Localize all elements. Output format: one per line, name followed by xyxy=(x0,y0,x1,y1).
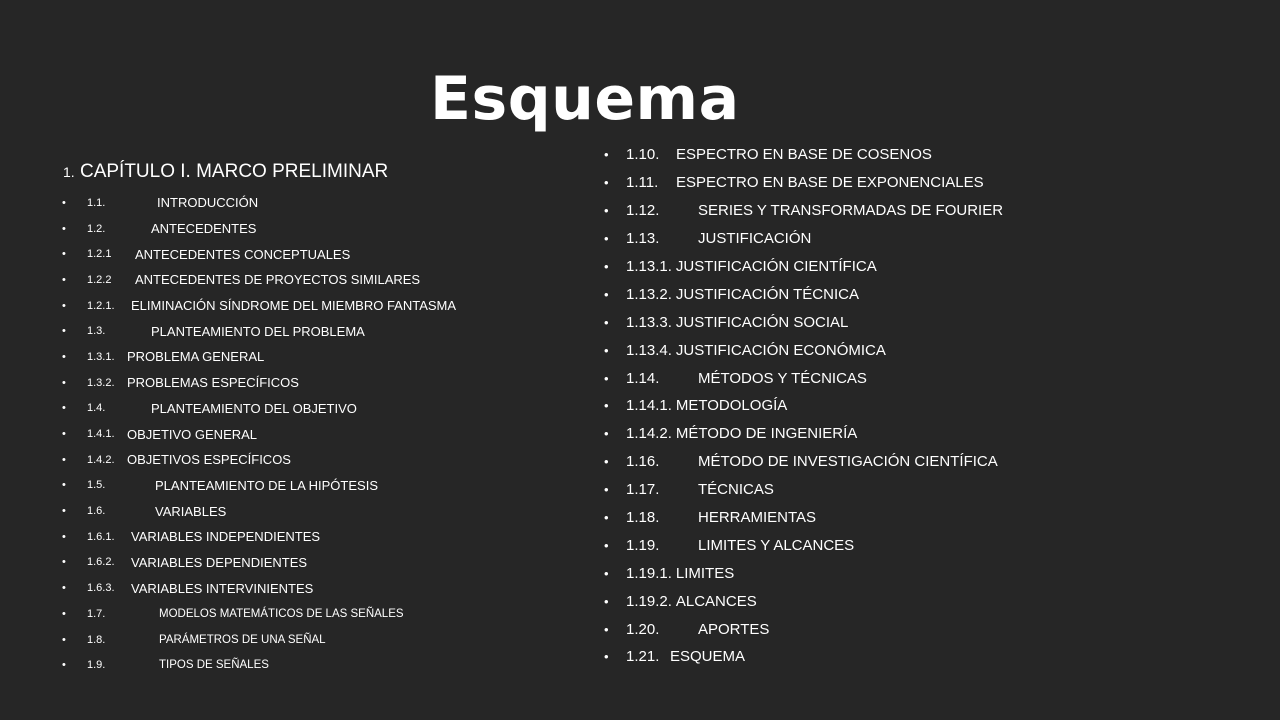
outline-item xyxy=(62,396,456,422)
outline-item xyxy=(604,420,1003,448)
outline-item-number: 1.19.2. xyxy=(626,592,672,610)
outline-item xyxy=(62,370,456,396)
chapter-heading xyxy=(63,161,388,183)
outline-item xyxy=(604,531,1003,559)
outline-item-number: 1.4.1. xyxy=(87,428,115,441)
bullet-icon: • xyxy=(62,453,66,466)
outline-item-number: 1.3.2. xyxy=(87,376,115,389)
bullet-icon: • xyxy=(604,454,609,470)
outline-item-number: 1.13. xyxy=(626,230,660,248)
outline-item-label: APORTES xyxy=(698,620,770,638)
bullet-icon: • xyxy=(62,402,66,415)
right-outline-list xyxy=(604,141,1003,671)
bullet-icon: • xyxy=(62,248,66,261)
outline-item-number: 1.19.1. xyxy=(626,564,672,582)
outline-item-label: VARIABLES INDEPENDIENTES xyxy=(131,529,321,545)
outline-item-label: SERIES Y TRANSFORMADAS DE FOURIER xyxy=(698,202,1004,220)
outline-item-number: 1.17. xyxy=(626,481,660,499)
outline-item xyxy=(62,524,456,550)
outline-item xyxy=(62,190,456,216)
outline-item xyxy=(62,473,456,499)
outline-item-number: 1.10. xyxy=(626,146,660,164)
bullet-icon: • xyxy=(62,607,66,620)
outline-item-label: ANTECEDENTES CONCEPTUALES xyxy=(135,246,351,262)
outline-item xyxy=(62,293,456,319)
outline-item xyxy=(62,447,456,473)
outline-item xyxy=(62,267,456,293)
outline-item-label: TIPOS DE SEÑALES xyxy=(159,659,269,672)
bullet-icon: • xyxy=(62,582,66,595)
outline-item-label: VARIABLES INTERVINIENTES xyxy=(131,580,314,596)
bullet-icon: • xyxy=(604,286,609,302)
outline-item xyxy=(604,615,1003,643)
outline-item xyxy=(604,643,1003,671)
chapter-number: 1. xyxy=(63,164,75,180)
outline-item-number: 1.21. xyxy=(626,648,660,666)
outline-item-label: ELIMINACIÓN SÍNDROME DEL MIEMBRO FANTASMA xyxy=(131,298,457,314)
bullet-icon: • xyxy=(62,222,66,235)
outline-item-label: PLANTEAMIENTO DEL PROBLEMA xyxy=(151,323,365,339)
bullet-icon: • xyxy=(604,565,609,581)
outline-item-number: 1.4.2. xyxy=(87,453,115,466)
outline-item-number: 1.4. xyxy=(87,402,106,415)
bullet-icon: • xyxy=(62,428,66,441)
outline-item-label: JUSTIFICACIÓN xyxy=(698,230,812,248)
bullet-icon: • xyxy=(604,621,609,637)
slide-title: Esquema xyxy=(430,64,740,134)
outline-item-number: 1.20. xyxy=(626,620,660,638)
outline-item xyxy=(604,141,1003,169)
outline-item xyxy=(62,550,456,576)
outline-item-number: 1.12. xyxy=(626,202,660,220)
bullet-icon: • xyxy=(604,147,609,163)
bullet-icon: • xyxy=(62,505,66,518)
outline-item-number: 1.2.1 xyxy=(87,248,112,261)
outline-item xyxy=(604,504,1003,532)
outline-item xyxy=(604,476,1003,504)
bullet-icon: • xyxy=(604,231,609,247)
bullet-icon: • xyxy=(62,376,66,389)
outline-item-label: ANTECEDENTES xyxy=(151,221,257,237)
outline-item-number: 1.6.1. xyxy=(87,530,115,543)
bullet-icon: • xyxy=(62,633,66,646)
outline-item-label: MÉTODO DE INGENIERÍA xyxy=(675,425,858,443)
outline-item xyxy=(604,364,1003,392)
bullet-icon: • xyxy=(62,556,66,569)
bullet-icon: • xyxy=(62,299,66,312)
outline-item-number: 1.14. xyxy=(626,369,660,387)
left-outline-list xyxy=(62,190,456,678)
outline-item-label: ALCANCES xyxy=(675,592,757,610)
outline-item-label: TÉCNICAS xyxy=(698,481,774,499)
outline-item xyxy=(604,280,1003,308)
outline-item xyxy=(62,421,456,447)
outline-item-label: JUSTIFICACIÓN TÉCNICA xyxy=(675,285,859,303)
bullet-icon: • xyxy=(604,649,609,665)
outline-item xyxy=(604,587,1003,615)
outline-item xyxy=(604,197,1003,225)
outline-item xyxy=(62,575,456,601)
outline-item-label: PLANTEAMIENTO DEL OBJETIVO xyxy=(151,400,357,416)
bullet-icon: • xyxy=(604,482,609,498)
chapter-label: CAPÍTULO I. MARCO PRELIMINAR xyxy=(79,161,389,182)
outline-item xyxy=(604,336,1003,364)
outline-item xyxy=(604,225,1003,253)
outline-item xyxy=(62,601,456,627)
outline-item-label: LIMITES Y ALCANCES xyxy=(698,536,855,554)
outline-item xyxy=(604,253,1003,281)
outline-item-number: 1.14.1. xyxy=(626,397,672,415)
outline-item-number: 1.13.4. xyxy=(626,341,672,359)
outline-item xyxy=(62,498,456,524)
outline-item-number: 1.2.1. xyxy=(87,299,115,312)
outline-item-label: OBJETIVO GENERAL xyxy=(127,426,258,442)
outline-item xyxy=(604,448,1003,476)
outline-item-number: 1.7. xyxy=(87,607,106,620)
bullet-icon: • xyxy=(62,659,66,672)
outline-item-number: 1.3. xyxy=(87,325,106,338)
outline-item-label: ESQUEMA xyxy=(670,648,746,666)
bullet-icon: • xyxy=(62,479,66,492)
outline-item xyxy=(604,559,1003,587)
outline-item-number: 1.6. xyxy=(87,505,106,518)
bullet-icon: • xyxy=(604,314,609,330)
outline-item-label: MÉTODO DE INVESTIGACIÓN CIENTÍFICA xyxy=(698,453,998,471)
outline-item-label: OBJETIVOS ESPECÍFICOS xyxy=(127,452,291,468)
outline-item-number: 1.13.1. xyxy=(626,258,672,275)
outline-item-label: MODELOS MATEMÁTICOS DE LAS SEÑALES xyxy=(159,607,404,620)
outline-item-number: 1.5. xyxy=(87,479,106,492)
outline-item-label: LIMITES xyxy=(675,564,735,582)
outline-item-label: PROBLEMA GENERAL xyxy=(127,349,265,365)
outline-item-label: PARÁMETROS DE UNA SEÑAL xyxy=(159,633,326,646)
outline-item-label: VARIABLES DEPENDIENTES xyxy=(131,554,308,570)
outline-item-number: 1.18. xyxy=(626,509,660,527)
bullet-icon: • xyxy=(604,175,609,191)
bullet-icon: • xyxy=(62,325,66,338)
outline-item-label: JUSTIFICACIÓN SOCIAL xyxy=(675,313,849,331)
bullet-icon: • xyxy=(604,203,609,219)
outline-item xyxy=(604,308,1003,336)
bullet-icon: • xyxy=(604,398,609,414)
outline-item-label: JUSTIFICACIÓN ECONÓMICA xyxy=(675,341,886,359)
outline-item-number: 1.3.1. xyxy=(87,350,115,363)
outline-item xyxy=(604,169,1003,197)
bullet-icon: • xyxy=(604,426,609,442)
outline-item-number: 1.6.3. xyxy=(87,582,115,595)
bullet-icon: • xyxy=(604,259,609,274)
outline-item-number: 1.9. xyxy=(87,659,106,672)
outline-item-number: 1.19. xyxy=(626,536,660,554)
outline-item-number: 1.14.2. xyxy=(626,425,672,443)
outline-item-label: ANTECEDENTES DE PROYECTOS SIMILARES xyxy=(135,272,421,288)
outline-item-number: 1.6.2. xyxy=(87,556,115,569)
outline-item-number: 1.2. xyxy=(87,222,106,235)
outline-item-label: MÉTODOS Y TÉCNICAS xyxy=(698,369,867,387)
bullet-icon: • xyxy=(604,370,609,386)
outline-item xyxy=(62,318,456,344)
outline-item-label: HERRAMIENTAS xyxy=(698,509,817,527)
bullet-icon: • xyxy=(62,273,66,286)
outline-item-number: 1.13.2. xyxy=(626,285,672,303)
bullet-icon: • xyxy=(62,196,66,209)
outline-item xyxy=(62,652,456,678)
bullet-icon: • xyxy=(604,342,609,358)
outline-item-label: PROBLEMAS ESPECÍFICOS xyxy=(127,375,299,391)
outline-item xyxy=(604,392,1003,420)
bullet-icon: • xyxy=(604,537,609,553)
outline-item-label: INTRODUCCIÓN xyxy=(157,195,259,211)
outline-item xyxy=(62,216,456,242)
outline-item-label: VARIABLES xyxy=(155,503,227,519)
bullet-icon: • xyxy=(62,350,66,363)
outline-item-label: PLANTEAMIENTO DE LA HIPÓTESIS xyxy=(155,477,378,493)
outline-item-number: 1.11. xyxy=(626,174,659,192)
outline-item-number: 1.1. xyxy=(87,196,106,209)
outline-item-number: 1.16. xyxy=(626,453,660,471)
outline-item-label: METODOLOGÍA xyxy=(675,397,788,415)
outline-item xyxy=(62,627,456,653)
outline-item-number: 1.13.3. xyxy=(626,313,672,331)
bullet-icon: • xyxy=(604,510,609,526)
bullet-icon: • xyxy=(604,593,609,609)
outline-item-number: 1.8. xyxy=(87,633,106,646)
outline-item xyxy=(62,241,456,267)
outline-item-label: JUSTIFICACIÓN CIENTÍFICA xyxy=(675,258,877,275)
bullet-icon: • xyxy=(62,530,66,543)
outline-item-number: 1.2.2 xyxy=(87,273,112,286)
outline-item-label: ESPECTRO EN BASE DE COSENOS xyxy=(676,146,932,164)
outline-item-label: ESPECTRO EN BASE DE EXPONENCIALES xyxy=(676,174,984,192)
outline-item xyxy=(62,344,456,370)
